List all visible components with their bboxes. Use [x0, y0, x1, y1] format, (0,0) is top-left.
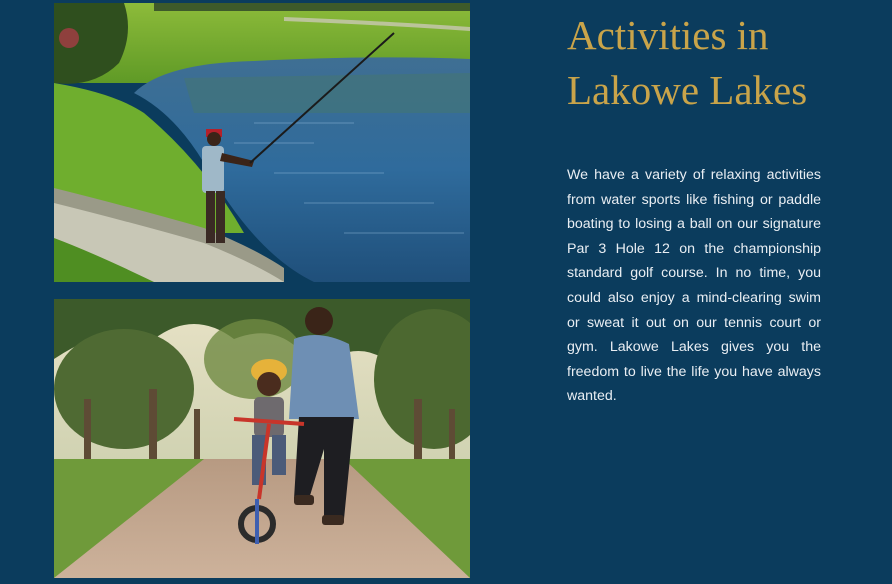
title-line-2: Lakowe Lakes [567, 67, 808, 113]
title-line-1: Activities in [567, 12, 769, 58]
bike-photo [54, 299, 470, 578]
fishing-photo [54, 3, 470, 282]
bike-scene-image [54, 299, 470, 578]
page-title [567, 8, 867, 118]
fishing-scene-image [54, 3, 470, 282]
description-paragraph: We have a variety of relaxing activities from water sports like fishing or paddle boating to losing a ball on our signature Par 3 Hole 12 on the championship standard golf course. In no time, you could also enjoy a mind-clearing swim or sweat it out on our tennis court or gym. Lakowe Lakes gives you the freedom to live the life you have always wanted. [567, 167, 821, 405]
